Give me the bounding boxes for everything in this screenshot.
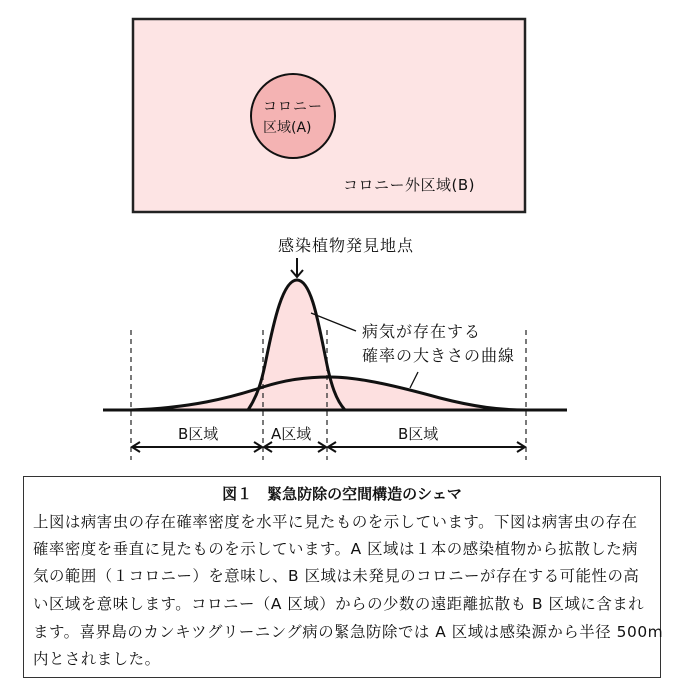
colony-label-line2: 区域(A) bbox=[263, 120, 312, 136]
caption-line: ます。喜界島のカンキツグリーニング病の緊急防除では A 区域は感染源から半径 500m bbox=[33, 623, 664, 641]
caption-line: 内とされました。 bbox=[33, 650, 161, 668]
caption-line: 上図は病害虫の存在確率密度を水平に見たものを示しています。下図は病害虫の存在 bbox=[33, 513, 638, 531]
zone-arrows bbox=[132, 442, 525, 452]
curve-label-line1: 病気が存在する bbox=[362, 322, 482, 341]
zone-label-a: A区域 bbox=[271, 425, 312, 443]
infected-plant-point-label: 感染植物発見地点 bbox=[278, 236, 415, 255]
caption-line: 確率密度を垂直に見たものを示しています。A 区域は１本の感染植物から拡散した病 bbox=[33, 540, 639, 558]
caption-line: 気の範囲（１コロニー）を意味し、B 区域は未発見のコロニーが存在する可能性の高 bbox=[33, 567, 640, 585]
outside-region-label: コロニー外区域(B) bbox=[343, 176, 475, 194]
narrow-curve-fill bbox=[248, 280, 345, 410]
caption-box bbox=[23, 476, 664, 678]
figure-title: 図１ 緊急防除の空間構造のシェマ bbox=[222, 485, 462, 503]
caption-line: い区域を意味します。コロニー（A 区域）からの少数の遠距離拡散も B 区域に含まれ bbox=[33, 595, 645, 613]
curve-label-line2: 確率の大きさの曲線 bbox=[362, 346, 516, 365]
zone-label-b-left: B区域 bbox=[178, 425, 219, 443]
leader-line-wide bbox=[410, 372, 418, 388]
colony-label-line1: コロニー bbox=[263, 99, 323, 115]
zone-label-b-right: B区域 bbox=[398, 425, 439, 443]
region-a-circle bbox=[251, 74, 335, 158]
